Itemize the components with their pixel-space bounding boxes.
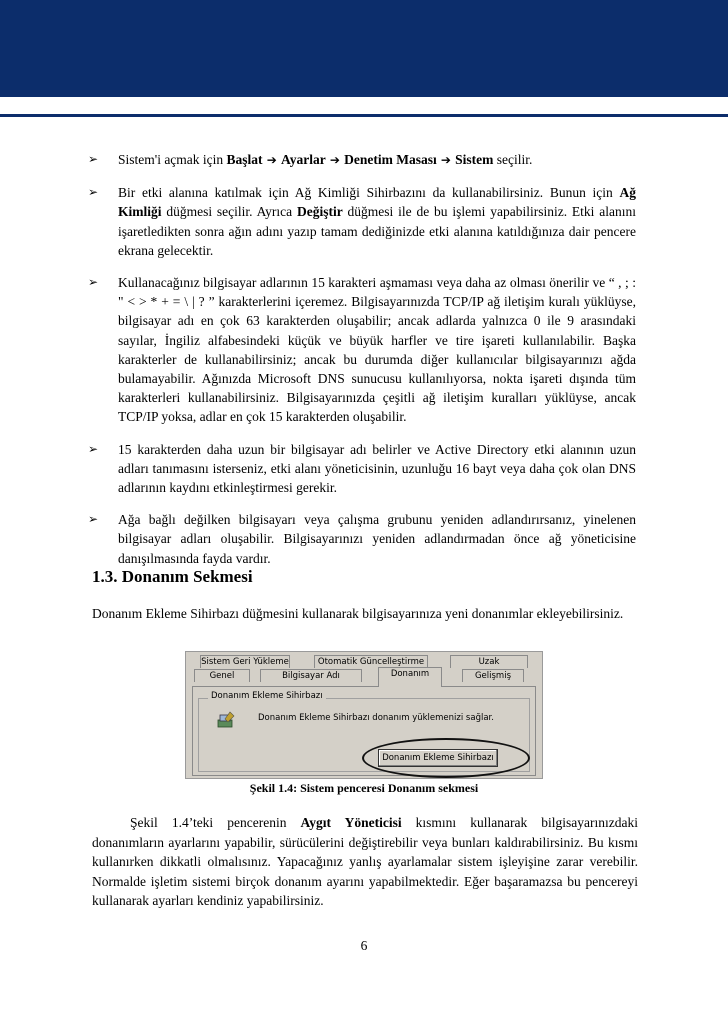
bullet-list xyxy=(88,150,636,581)
text-run: Bir etki alanına katılmak için Ağ Kimliği Sihirbazını da kullanabilirsiniz. Bunun için xyxy=(118,185,620,201)
text-run: Ağa bağlı değilken bilgisayarı veya çalışma grubunu yeniden adlandırırsanız, yinelenen bilgisayar adları oluşabilir. Bilgisayarınızı yeniden adlandırmadan önce ağ yöneticisine danışılmasında fayda vardır. xyxy=(118,512,636,566)
section-heading: 1.3. Donanım Sekmesi xyxy=(92,567,253,586)
bullet-text xyxy=(106,510,636,568)
figure-caption: Şekil 1.4: Sistem penceresi Donanım sekmesi xyxy=(249,781,479,795)
text-run: Şekil 1.4’teki pencerenin xyxy=(130,815,301,830)
bold-term: Ayarlar xyxy=(280,152,326,167)
arrow-separator: ➔ xyxy=(436,153,456,167)
tab-system-restore[interactable]: Sistem Geri Yükleme xyxy=(201,657,289,667)
bullet-text xyxy=(106,183,636,260)
add-hardware-wizard-button[interactable]: Donanım Ekleme Sihirbazı xyxy=(378,749,498,767)
intro-paragraph: Donanım Ekleme Sihirbazı düğmesini kullanarak bilgisayarınıza yeni donanımlar ekleyebilirsiniz. xyxy=(92,606,624,621)
text-run: Kullanacağınız bilgisayar adlarının 15 karakteri aşmaması veya daha az olması önerilir ve “ , ; : " < > * + = \ | ? ” karakterlerini içeremez. Bilgisayarınızda TCP/IP ağ iletişim kuralı yüklüyse, bilgisayar adı en çok 63 karakterden oluşabilir; ancak adlarda yalnızca 0 ile 9 arasındaki sayılar, İngiliz alfabesindeki küçük ve büyük harfler ve tire işareti kullanılabilir. Başka karakterler de kullanabilirsiniz; ancak bu durumda diğer kullanıcılar bilgisayarınızı ağda bulamayabilir. Ağınızda Microsoft DNS sunucusu kullanılıyorsa, nokta işareti dışında tüm karakterleri kullanabilirsiniz. Bilgisayarınızda çeşitli ağ iletişim kuralları yüklüyse, ancak TCP/IP yoksa, adlar en çok 15 karakterden oluşabilir. xyxy=(118,275,636,425)
bold-term: Sistem xyxy=(455,152,494,167)
arrow-separator: ➔ xyxy=(325,153,345,167)
bold-term: Aygıt Yöneticisi xyxy=(300,815,402,830)
arrow-bullet-icon: ➢ xyxy=(88,152,99,166)
arrow-bullet-icon: ➢ xyxy=(88,441,99,456)
text-run: düğmesi seçilir. Ayrıca xyxy=(161,204,297,220)
header-rule xyxy=(0,114,728,117)
bullet-item xyxy=(88,440,636,498)
text-run: seçilir. xyxy=(493,152,533,167)
tab-hardware[interactable]: Donanım xyxy=(378,667,442,687)
bold-term: Başlat xyxy=(226,152,263,167)
tab-general[interactable]: Genel xyxy=(194,669,250,682)
arrow-bullet-icon: ➢ xyxy=(88,185,99,200)
tab-computer-name[interactable]: Bilgisayar Adı xyxy=(260,669,362,682)
text-run: düğmesi ile de bu işlemi yapabilirsiniz. Etki alanını işaretledikten sonra ağın adını yazıp tamam dediğinizde etki alanına katıldığınıza dair pencere ekrana gelecektir. xyxy=(118,204,636,258)
system-dialog-figure xyxy=(185,651,543,779)
bullet-text xyxy=(106,440,636,498)
page-number: 6 xyxy=(360,938,368,953)
text-run: Sistem'i açmak için xyxy=(118,152,227,167)
bullet-item xyxy=(88,273,636,427)
bold-term: Ağ Kimliği xyxy=(118,185,636,220)
tab-advanced[interactable]: Gelişmiş xyxy=(462,669,524,682)
arrow-separator: ➔ xyxy=(262,153,281,167)
bullet-text xyxy=(106,273,636,427)
text-run: 15 karakterden daha uzun bir bilgisayar adı belirler ve Active Directory etki alanının uzun adları tanımasını isterseniz, etki alanı yöneticisinin, uzunluğu 16 bayt veya daha çok olan DNS adlarının kaydını etkinleştirmesi gerekir. xyxy=(118,441,636,496)
arrow-bullet-icon: ➢ xyxy=(88,512,99,527)
bullet-item xyxy=(88,510,636,568)
tab-automatic-updates[interactable]: Otomatik Güncelleştirme xyxy=(314,655,428,668)
wizard-description: Donanım Ekleme Sihirbazı donanım yüklemenizi sağlar. xyxy=(258,713,494,723)
bullet-text xyxy=(106,150,636,170)
body-paragraph xyxy=(92,813,638,911)
bullet-item xyxy=(88,150,636,170)
text-run: kısmını kullanarak bilgisayarınızdaki donanımların ayarlarını yapabilir, sürücülerini değiştirebilir veya bunları kaldırabilirsiniz. Bu kısmı kullanırken dikkatli olmalısınız. Yapacağınız yanlış ayarlamalar sistem işleyişine zarar verebilir. Normalde işletim sistemi birçok donanım ayarını yapabilmektedir. Eğer başaramazsa bu pencereyi kullanarak ayarları kendiniz yapabilirsiniz. xyxy=(92,815,638,908)
arrow-bullet-icon: ➢ xyxy=(88,275,99,290)
tab-remote[interactable]: Uzak xyxy=(450,655,528,668)
bold-term: Denetim Masası xyxy=(344,152,437,167)
group-title: Donanım Ekleme Sihirbazı xyxy=(208,691,326,701)
hardware-wizard-icon xyxy=(216,710,236,730)
bullet-item xyxy=(88,183,636,260)
bold-term: Değiştir xyxy=(296,204,343,220)
header-band xyxy=(0,0,728,97)
